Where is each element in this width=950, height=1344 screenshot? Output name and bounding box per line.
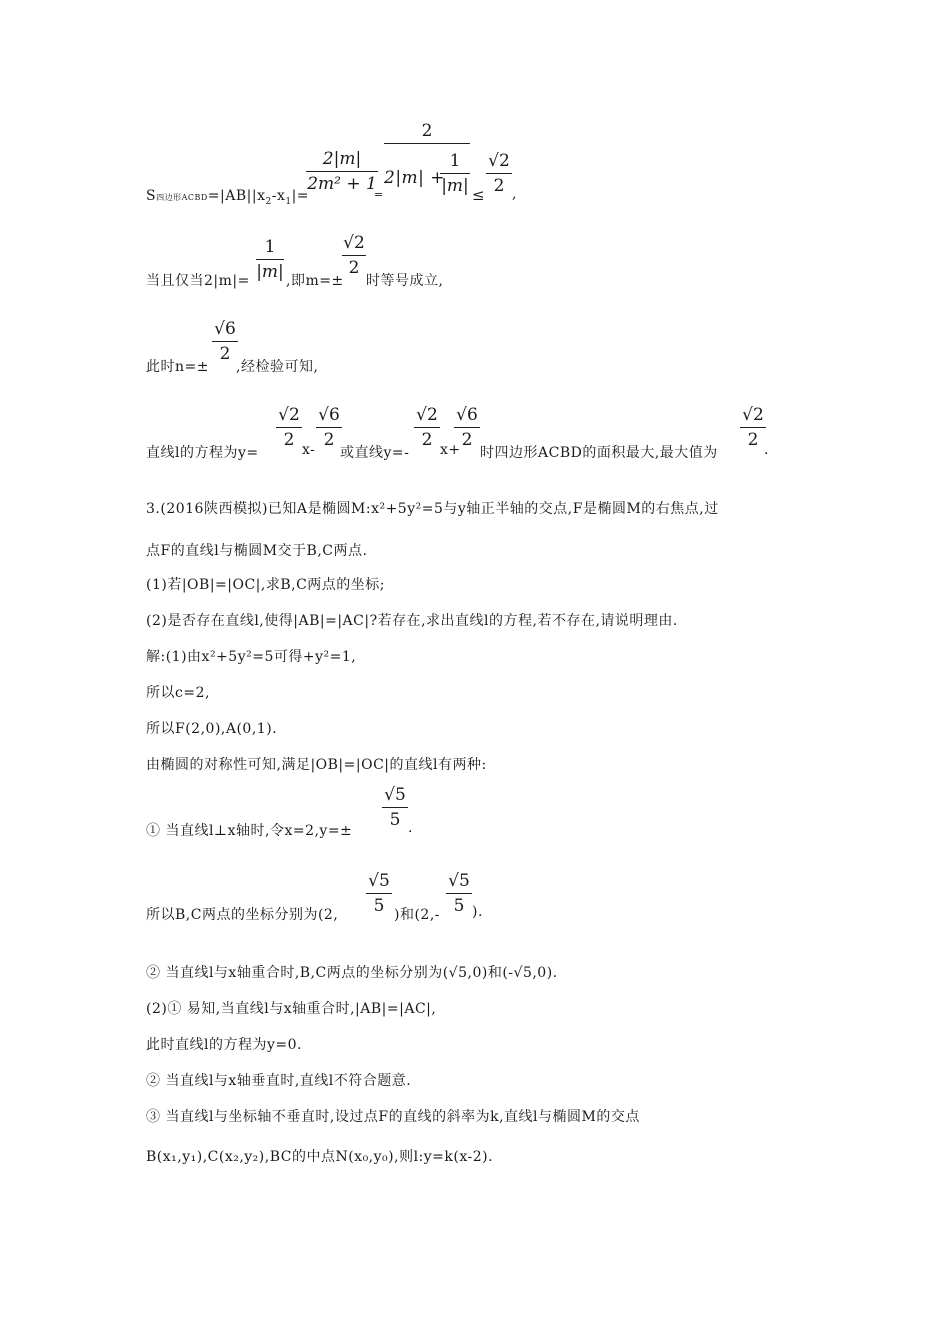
problem-3-statement-cont: 点F的直线l与椭圆M交于B,C两点. [146, 543, 368, 559]
solution-line-12: B(x₁,y₁),C(x₂,y₂),BC的中点N(x₀,y₀),则l:y=k(x-2). [146, 1149, 494, 1165]
equality-condition-c: 时等号成立, [366, 273, 444, 289]
big-denominator: 2|m| + [384, 168, 446, 188]
condition-fraction: 1 |m| [256, 237, 284, 282]
line-eq-f1: √2 2 [276, 404, 302, 451]
n-value-b: ,经检验可知, [236, 359, 319, 375]
area-fraction-big: 2 [384, 120, 470, 156]
solution-line-7: ② 当直线l与x轴重合时,B,C两点的坐标分别为(√5,0)和(-√5,0). [146, 965, 558, 981]
line-eq-b: x- [302, 442, 316, 458]
area-fraction-1: 2|m| 2m² + 1 [307, 149, 377, 194]
line-eq-e: 时四边形ACBD的面积最大,最大值为 [480, 445, 718, 461]
equality-condition-a: 当且仅当2|m|= [146, 273, 250, 289]
line-eq-f3: √2 2 [414, 404, 440, 451]
comma: , [512, 186, 517, 202]
solution-line-6a: 所以B,C两点的坐标分别为(2, [146, 907, 339, 923]
solution-line-11: ③ 当直线l与坐标轴不垂直时,设过点F的直线的斜率为k,直线l与椭圆M的交点 [146, 1109, 640, 1125]
m-value-fraction: √2 2 [343, 233, 365, 278]
solution-line-10: ② 当直线l与x轴垂直时,直线l不符合题意. [146, 1073, 412, 1089]
line-eq-f5: √2 2 [740, 404, 766, 451]
solution-line-2: 所以c=2, [146, 685, 210, 701]
point-c-fraction: √5 5 [446, 870, 472, 917]
area-formula-text: S四边形$ACBD=|AB||x_2-x_1|=$ [146, 188, 310, 207]
solution-line-6c: ). [472, 904, 483, 920]
line-eq-a: 直线l的方程为y= [146, 445, 259, 461]
question-2: (2)是否存在直线l,使得|AB|=|AC|?若存在,求出直线l的方程,若不存在,请说明理由. [146, 613, 678, 629]
solution-line-1: 解:(1)由x²+5y²=5可得+y²=1, [146, 649, 357, 665]
solution-line-9: 此时直线l的方程为y=0. [146, 1037, 302, 1053]
point-b-fraction: √5 5 [366, 870, 392, 917]
line-eq-f4: √6 2 [454, 404, 480, 451]
problem-3-statement: 3.(2016陕西模拟)已知A是椭圆M:x²+5y²=5与y轴正半轴的交点,F是椭圆M的右焦点,过 [146, 501, 719, 517]
n-value-a: 此时n=± [146, 359, 209, 375]
solution-line-5a: ① 当直线l⊥x轴时,令x=2,y=± [146, 823, 353, 839]
line-eq-c: 或直线y=- [340, 445, 410, 461]
le-sign: ≤ [472, 186, 486, 204]
solution-line-8: (2)① 易知,当直线l与x轴重合时,|AB|=|AC|, [146, 1001, 437, 1017]
equality-condition-b: ,即m=± [286, 273, 344, 289]
line-eq-f2: √6 2 [316, 404, 342, 451]
y-value-fraction: √5 5 [382, 784, 408, 831]
equals-sign: = [374, 188, 384, 201]
n-value-fraction: √6 2 [212, 318, 238, 365]
question-1: (1)若|OB|=|OC|,求B,C两点的坐标; [146, 577, 386, 593]
line-eq-d: x+ [440, 442, 461, 458]
inner-fraction: 1 |m| [441, 151, 469, 196]
solution-line-4: 由椭圆的对称性可知,满足|OB|=|OC|的直线l有两种: [146, 757, 487, 773]
solution-line-5b: . [408, 820, 413, 836]
rhs-fraction: √2 2 [486, 150, 512, 197]
solution-line-3: 所以F(2,0),A(0,1). [146, 721, 278, 737]
line-eq-f: . [764, 442, 769, 458]
solution-line-6b: )和(2,- [394, 907, 441, 923]
